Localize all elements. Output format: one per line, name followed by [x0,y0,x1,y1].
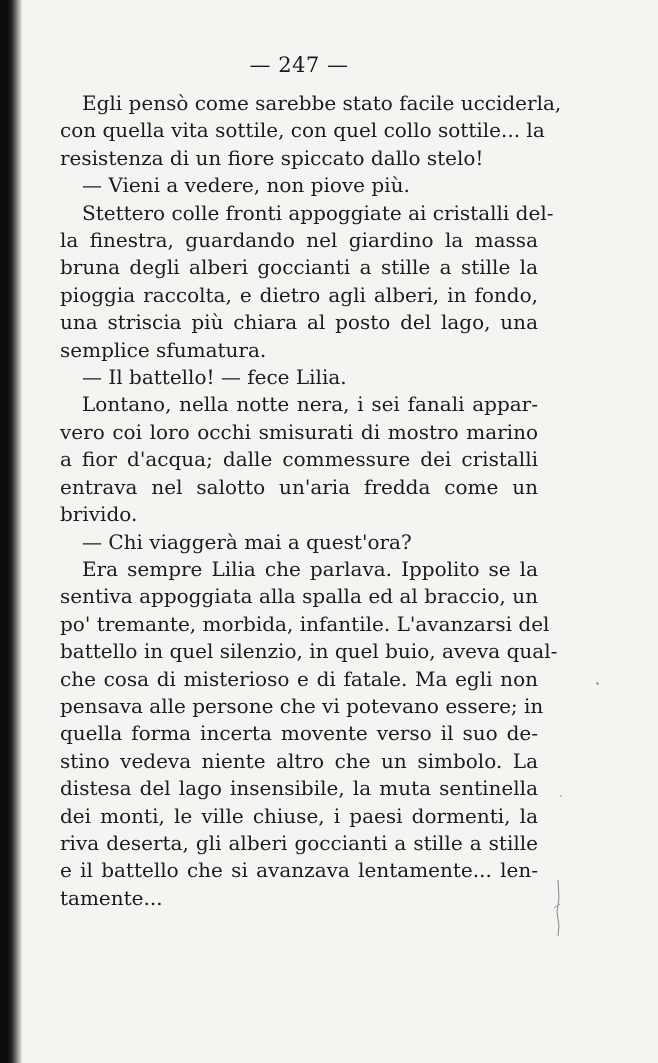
text-line: stino vedeva niente altro che un simbolo. La [60,748,538,773]
margin-pencil-mark [552,878,564,938]
text-line: tamente... [60,885,163,910]
text-line: brivido. [60,502,138,527]
text-line: — Il battello! — fece Lilia. [82,365,347,390]
text-line: distesa del lago insensibile, la muta sentinella [60,776,538,801]
text-line: Era sempre Lilia che parlava. Ippolito se la [82,556,538,581]
text-line: dei monti, le ville chiuse, i paesi dormenti, la [60,803,538,828]
text-line: riva deserta, gli alberi goccianti a stille a stille [60,830,538,855]
text-line: la finestra, guardando nel giardino la massa [60,228,538,253]
text-line: sentiva appoggiata alla spalla ed al braccio, un [60,584,538,609]
text-line: — Chi viaggerà mai a quest'ora? [82,529,412,554]
page-text-body [60,90,562,912]
text-line: Egli pensò come sarebbe stato facile ucciderla, [82,91,562,115]
text-line: semplice sfumatura. [60,337,267,362]
text-line: Stettero colle fronti appoggiate ai cristalli del- [82,200,554,225]
paper-speck [560,795,562,797]
text-line: resistenza di un fiore spiccato dallo stelo! [60,145,484,170]
text-line: pioggia raccolta, e dietro agli alberi, in fondo, [60,282,538,307]
page-number: — 247 — [249,53,349,77]
text-line: entrava nel salotto un'aria fredda come un [60,474,538,499]
text-line: e il battello che si avanzava lentamente... len- [60,858,538,883]
text-line: bruna degli alberi goccianti a stille a stille la [60,255,538,280]
text-line: a fior d'acqua; dalle commessure dei cristalli [60,447,538,472]
paper-speck [596,682,599,685]
book-page [60,52,562,912]
book-binding-edge [0,0,22,1063]
text-line: — Vieni a vedere, non piove più. [82,173,410,198]
text-line: pensava alle persone che vi potevano essere; in [60,693,544,718]
text-line: quella forma incerta movente verso il suo de- [60,721,538,746]
text-line: una striscia più chiara al posto del lago, una [60,310,538,335]
text-line: con quella vita sottile, con quel collo sottile... la [60,118,545,143]
text-line: che cosa di misterioso e di fatale. Ma egli non [60,666,538,691]
text-line: battello in quel silenzio, in quel buio, aveva qual- [60,639,558,664]
text-line: po' tremante, morbida, infantile. L'avanzarsi del [60,611,550,636]
text-line: vero coi loro occhi smisurati di mostro marino [60,419,538,444]
text-line: Lontano, nella notte nera, i sei fanali appar- [82,392,538,417]
